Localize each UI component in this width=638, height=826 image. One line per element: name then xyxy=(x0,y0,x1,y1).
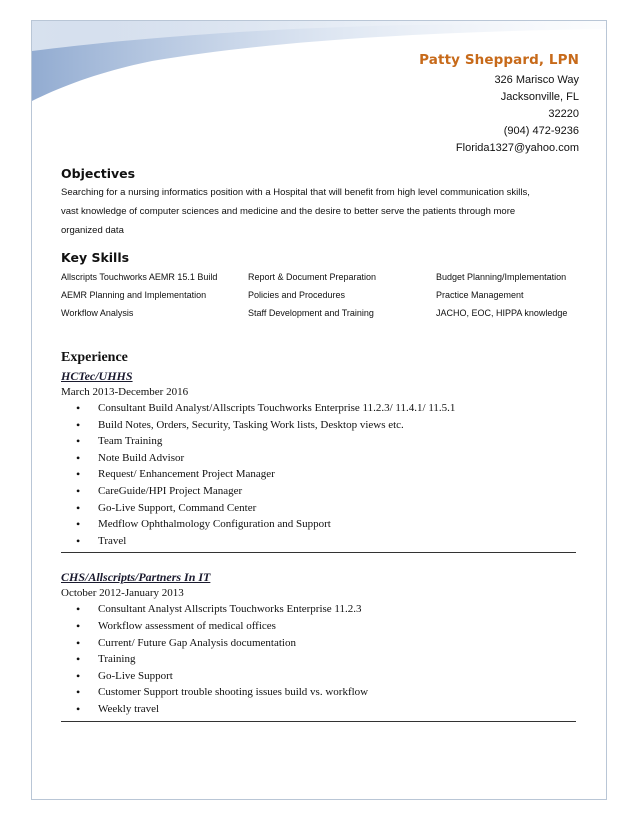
skill-item: AEMR Planning and Implementation xyxy=(61,290,207,300)
skill-item: Staff Development and Training xyxy=(248,308,374,318)
job-duty-item: • Note Build Advisor xyxy=(61,450,581,467)
job-duty-item: • Customer Support trouble shooting issues build vs. workflow xyxy=(61,684,581,701)
job-duties-list xyxy=(61,400,581,549)
job-duty-item: • Current/ Future Gap Analysis documentation xyxy=(61,635,581,652)
experience-section xyxy=(61,350,581,722)
job-entry xyxy=(61,369,581,553)
skill-item: JACHO, EOC, HIPPA knowledge xyxy=(436,308,568,318)
employer-name: CHS/Allscripts/Partners In IT xyxy=(61,570,211,585)
email-address: Florida1327@yahoo.com xyxy=(455,142,579,154)
job-duty-item: • Training xyxy=(61,651,581,668)
objectives-line: Searching for a nursing informatics position with a Hospital that will benefit from high level communication skills, xyxy=(61,187,530,198)
job-duty-item: • CareGuide/HPI Project Manager xyxy=(61,483,581,500)
skill-item: Practice Management xyxy=(436,290,524,300)
skills-grid xyxy=(61,268,581,322)
job-duty-item: • Request/ Enhancement Project Manager xyxy=(61,466,581,483)
key-skills-title: Key Skills xyxy=(61,250,130,265)
skill-item: Allscripts Touchworks AEMR 15.1 Build xyxy=(61,272,218,282)
address-zip: 32220 xyxy=(548,108,579,120)
objectives-title: Objectives xyxy=(61,166,136,181)
job-duty-item: • Team Training xyxy=(61,433,581,450)
key-skills-section xyxy=(61,250,581,322)
job-duty-item: • Consultant Build Analyst/Allscripts Touchworks Enterprise 11.2.3/ 11.4.1/ 11.5.1 xyxy=(61,400,581,417)
candidate-name: Patty Sheppard, LPN xyxy=(419,52,579,68)
skill-item: Budget Planning/Implementation xyxy=(436,272,567,282)
job-duty-item: • Go-Live Support, Command Center xyxy=(61,500,581,517)
job-duty-item: • Consultant Analyst Allscripts Touchworks Enterprise 11.2.3 xyxy=(61,601,581,618)
contact-header xyxy=(419,52,579,157)
job-entry xyxy=(61,570,581,721)
job-dates: October 2012-January 2013 xyxy=(61,587,184,600)
skill-item: Policies and Procedures xyxy=(248,290,346,300)
job-duty-item: • Build Notes, Orders, Security, Tasking Work lists, Desktop views etc. xyxy=(61,417,581,434)
skill-item: Report & Document Preparation xyxy=(248,272,377,282)
job-duty-item: • Go-Live Support xyxy=(61,668,581,685)
objectives-line: organized data xyxy=(61,225,124,236)
job-duty-item: • Medflow Ophthalmology Configuration and Support xyxy=(61,516,581,533)
objectives-text xyxy=(61,183,581,240)
objectives-line: vast knowledge of computer sciences and medicine and the desire to better serve the patients through more xyxy=(61,206,516,217)
job-duties-list xyxy=(61,601,581,717)
section-divider xyxy=(61,721,576,722)
job-duty-item: • Travel xyxy=(61,533,581,550)
employer-name: HCTec/UHHS xyxy=(61,369,133,383)
phone-number: (904) 472-9236 xyxy=(503,125,579,137)
job-duty-item: • Weekly travel xyxy=(61,701,581,718)
experience-title: Experience xyxy=(61,350,128,365)
section-divider xyxy=(61,552,576,553)
job-dates: March 2013-December 2016 xyxy=(61,386,189,398)
address-city: Jacksonville, FL xyxy=(500,91,579,103)
skill-item: Workflow Analysis xyxy=(61,308,134,318)
objectives-section xyxy=(61,166,581,240)
address-street: 326 Marisco Way xyxy=(494,74,579,86)
job-duty-item: • Workflow assessment of medical offices xyxy=(61,618,581,635)
